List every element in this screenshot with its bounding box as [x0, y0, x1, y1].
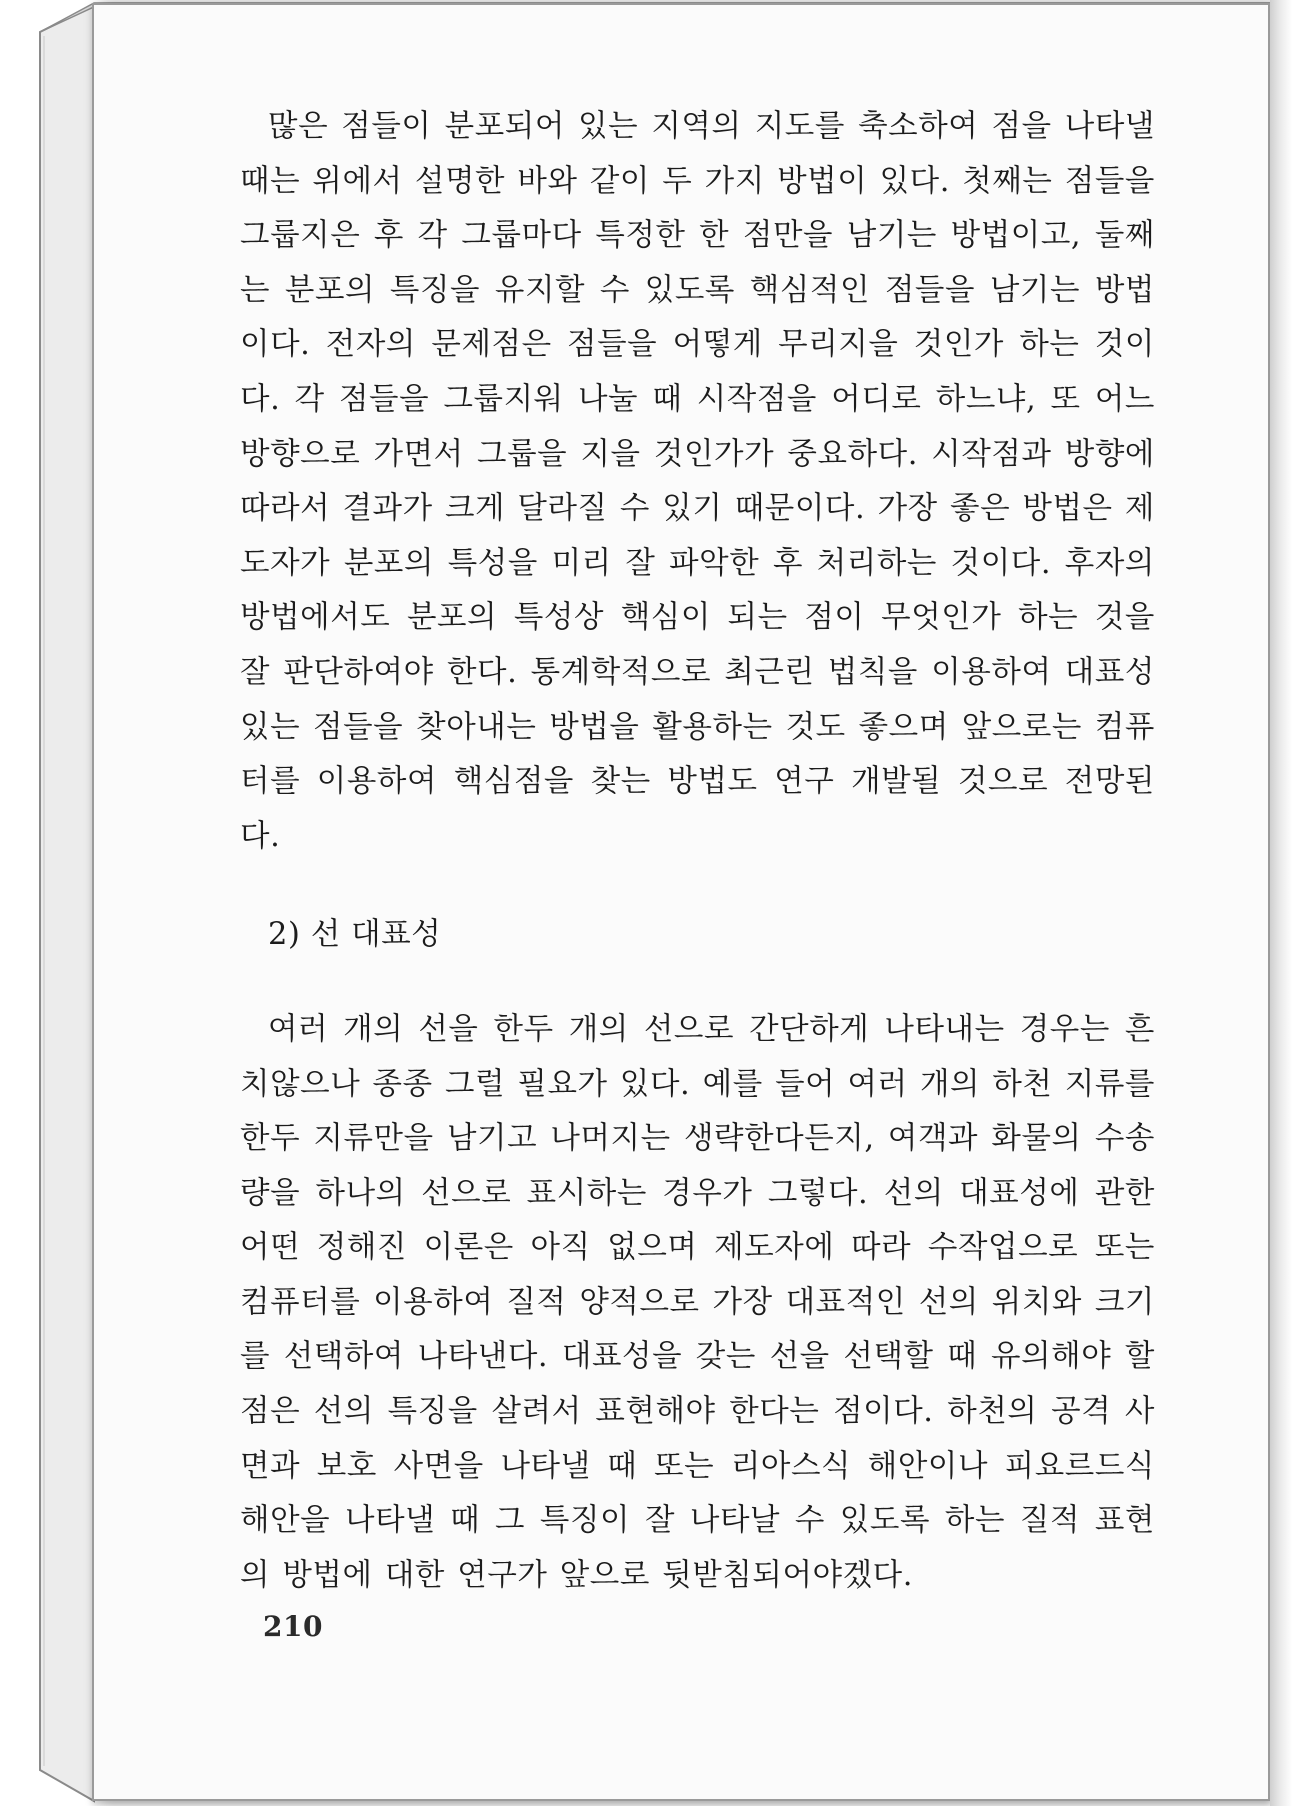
- page-shadow: [1270, 0, 1292, 1806]
- section-heading: 2) 선 대표성: [268, 917, 442, 953]
- paragraph-line-representation: 여러 개의 선을 한두 개의 선으로 간단하게 나타내는 경우는 흔치않으나 종종 그럴 필요가 있다. 예를 들어 여러 개의 하천 지류를 한두 지류만을 남기고 나머지는 생략한다든지, 여객과 화물의 수송량을 하나의 선으로 표시하는 경우가 그렇다. 선의 대표성에 관한 어떤 정해진 이론은 아직 없으며 제도자에 따라 수작업으로 또는 컴퓨터를 이용하여 질적 양적으로 가장 대표적인 선의 위치와 크기를 선택하여 나타낸다. 대표성을 갖는 선을 선택할 때 유의해야 할 점은 선의 특징을 살려서 표현해야 한다는 점이다. 하천의 공격 사면과 보호 사면을 나타낼 때 또는 리아스식 해안이나 피요르드식 해안을 나타낼 때 그 특징이 잘 나타날 수 있도록 하는 질적 표현의 방법에 대한 연구가 앞으로 뒷받침되어야겠다.: [240, 1011, 1155, 1593]
- page-content: [240, 100, 1155, 1603]
- paragraph-point-representation: 많은 점들이 분포되어 있는 지역의 지도를 축소하여 점을 나타낼 때는 위에서 설명한 바와 같이 두 가지 방법이 있다. 첫째는 점들을 그룹지은 후 각 그룹마다 특정한 한 점만을 남기는 방법이고, 둘째는 분포의 특징을 유지할 수 있도록 핵심적인 점들을 남기는 방법이다. 전자의 문제점은 점들을 어떻게 무리지을 것인가 하는 것이다. 각 점들을 그룹지워 나눌 때 시작점을 어디로 하느냐, 또 어느 방향으로 가면서 그룹을 지을 것인가가 중요하다. 시작점과 방향에 따라서 결과가 크게 달라질 수 있기 때문이다. 가장 좋은 방법은 제도자가 분포의 특성을 미리 잘 파악한 후 처리하는 것이다. 후자의 방법에서도 분포의 특성상 핵심이 되는 점이 무엇인가 하는 것을 잘 판단하여야 한다. 통계학적으로 최근린 법칙을 이용하여 대표성있는 점들을 찾아내는 방법을 활용하는 것도 좋으며 앞으로는 컴퓨터를 이용하여 핵심점을 찾는 방법도 연구 개발될 것으로 전망된다.: [240, 109, 1155, 854]
- page-number: 210: [263, 1610, 323, 1643]
